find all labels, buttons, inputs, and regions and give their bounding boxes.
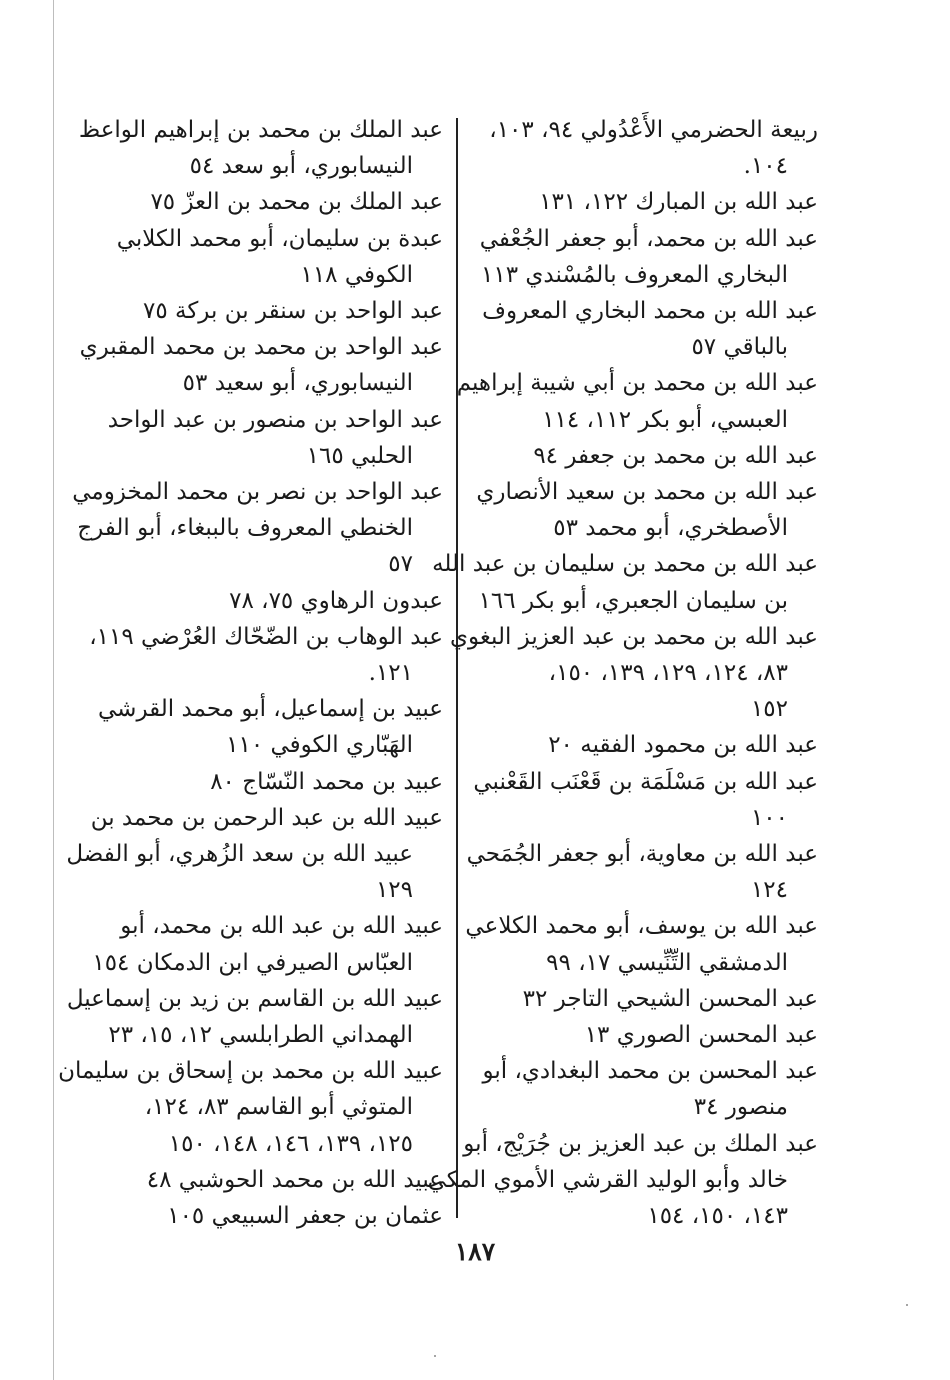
index-entry	[108, 1198, 443, 1234]
entry-continuation-line: ٨٣، ١٢٤، ١٢٩، ١٣٩، ١٥٠،	[548, 660, 788, 687]
index-entry	[473, 764, 818, 836]
entry-headword-line: عبد الله بن معاوية، أبو جعفر الجُمَحي	[466, 841, 818, 868]
entry-headword-line: عبيد الله بن عبد الله بن محمد، أبو	[120, 913, 443, 940]
index-entry	[108, 583, 443, 619]
entry-continuation-line: ١٢٤	[750, 877, 788, 904]
index-entry	[108, 1162, 443, 1198]
entry-headword-line: عبد الله بن محمد بن جعفر ٩٤	[533, 442, 818, 469]
entry-continuation-line: النيسابوري، أبو سعيد ٥٣	[182, 370, 413, 397]
entry-continuation-line: ١٠٠	[750, 804, 788, 831]
entry-headword-line: عبد الواحد بن نصر بن محمد المخزومي	[72, 479, 443, 506]
index-entry	[108, 293, 443, 329]
entry-headword-line: عبيد الله بن محمد الحوشبي ٤٨	[146, 1166, 443, 1193]
entry-continuation-line: الحلبي ١٦٥	[306, 442, 413, 469]
entry-headword-line: عبد المحسن الصوري ١٣	[584, 1022, 818, 1049]
entry-headword-line: عبيد بن إسماعيل، أبو محمد القرشي	[98, 696, 443, 723]
entry-headword-line: عثمان بن جعفر السبيعي ١٠٥	[167, 1203, 443, 1230]
entry-continuation-line: الهمداني الطرابلسي ١٢، ١٥، ٢٣	[108, 1022, 413, 1049]
entry-continuation-line: بالباقي ٥٧	[691, 334, 788, 361]
entry-continuation-line: ٥٧	[388, 551, 413, 578]
index-entry	[78, 112, 443, 184]
entry-headword-line: عبد الملك بن عبد العزيز بن جُرَيْج، أبو	[463, 1130, 818, 1157]
entry-headword-line: عبد الله بن محمد البخاري المعروف	[482, 298, 818, 325]
entry-continuation-line: ١٠٤.	[743, 153, 788, 180]
index-entry	[480, 727, 818, 763]
entry-continuation-line: الأصطخري، أبو محمد ٥٣	[553, 515, 788, 542]
entry-headword-line: عبيد بن محمد النّسّاج ٨٠	[210, 768, 443, 795]
entry-headword-line: عبد الواحد بن محمد بن محمد المقبري	[79, 334, 443, 361]
index-entry	[480, 1017, 818, 1053]
entry-continuation-line: الهَبّاري الكوفي ١١٠	[226, 732, 413, 759]
entry-headword-line: عبد المحسن بن محمد البغدادي، أبو	[482, 1058, 818, 1085]
entry-headword-line: عبد الملك بن محمد بن إبراهيم الواعظ	[78, 117, 443, 143]
index-entry	[480, 1053, 818, 1125]
index-entry	[89, 619, 443, 691]
entry-headword-line: عبدون الرهاوي ٧٥، ٧٨	[229, 587, 443, 614]
index-entry	[108, 764, 443, 800]
index-entry	[480, 981, 818, 1017]
entry-headword-line: عبد الله بن محمد بن أبي شيبة إبراهيم	[456, 370, 818, 397]
index-entry	[480, 438, 818, 474]
index-entry	[476, 474, 818, 546]
entry-continuation-line: الكوفي ١١٨	[300, 261, 413, 288]
entry-headword-line: عبد الله بن محمد بن سعيد الأنصاري	[476, 479, 818, 506]
entry-headword-line: عبد الله بن محمد بن عبد العزيز البغوي	[450, 623, 818, 650]
entry-headword-line: عبد الله بن محمد، أبو جعفر الجُعْفي	[479, 225, 818, 252]
entry-continuation-line: ١٢١.	[368, 660, 413, 687]
entry-continuation-line: خالد وأبو الوليد القرشي الأموي المكي	[427, 1166, 788, 1193]
index-entry	[465, 908, 818, 980]
page-number: ١٨٧	[454, 1237, 496, 1266]
entry-headword-line: عبيد الله بن محمد بن إسحاق بن سليمان	[58, 1058, 443, 1085]
entry-continuation-line: ١٢٩	[375, 877, 413, 904]
entry-headword-line: عبد الله بن مَسْلَمَة بن قَعْنَب القَعْنبي	[473, 768, 818, 795]
entry-continuation-line: المتوثي أبو القاسم ٨٣، ١٢٤،	[144, 1094, 413, 1121]
entry-headword-line: عبد الله بن محمود الفقيه ٢٠	[548, 732, 818, 759]
index-entry	[108, 221, 443, 293]
entry-headword-line: عبد الله بن يوسف، أبو محمد الكلاعي	[465, 913, 818, 940]
index-entry	[480, 293, 818, 365]
column-divider	[456, 118, 458, 1218]
index-entry	[79, 329, 443, 401]
index-column-left	[58, 112, 443, 1234]
entry-headword-line: عبد الوهاب بن الضّحّاك العُرْضي ١١٩،	[89, 623, 443, 650]
index-column-right	[427, 112, 818, 1234]
index-entry	[72, 474, 443, 583]
scan-speck	[906, 1304, 908, 1306]
entry-continuation-line: البخاري المعروف بالمُسْندي ١١٣	[481, 261, 788, 288]
entry-headword-line: عبد الواحد بن سنقر بن بركة ٧٥	[142, 298, 443, 325]
entry-headword-line: عبد الواحد بن منصور بن عبد الواحد	[107, 406, 443, 433]
index-entry	[480, 221, 818, 293]
index-entry	[98, 691, 443, 763]
entry-continuation-line: منصور ٣٤	[693, 1094, 788, 1121]
entry-continuation-line: الدمشقي التِّنِّيسي ١٧، ٩٩	[546, 949, 788, 976]
entry-headword-line: ربيعة الحضرمي الأَعْدُولي ٩٤، ١٠٣،	[489, 117, 818, 143]
index-entry	[427, 1126, 818, 1235]
scan-speck	[434, 1355, 436, 1357]
entry-headword-line: عبيد الله بن القاسم بن زيد بن إسماعيل	[66, 985, 443, 1012]
entry-headword-line: عبد الملك بن محمد بن العزّ ٧٥	[150, 189, 443, 216]
index-entry	[66, 800, 443, 909]
index-entry	[108, 184, 443, 220]
entry-continuation-line: العبّاس الصيرفي ابن الدمكان ١٥٤	[92, 949, 413, 976]
entry-continuation-line: ١٢٥، ١٣٩، ١٤٦، ١٤٨، ١٥٠	[168, 1130, 413, 1157]
index-entry	[480, 112, 818, 184]
index-entry	[108, 402, 443, 474]
index-entry	[432, 546, 818, 618]
entry-headword-line: عبيد الله بن عبد الرحمن بن محمد بن	[90, 804, 443, 831]
entry-continuation-line: عبيد الله بن سعد الزُهري، أبو الفضل	[66, 841, 413, 868]
index-entry	[66, 981, 443, 1053]
index-entry	[466, 836, 818, 908]
index-entry	[450, 619, 818, 728]
index-entry	[92, 908, 443, 980]
index-entry	[480, 184, 818, 220]
entry-headword-line: عبد الله بن المبارك ١٢٢، ١٣١	[539, 189, 818, 216]
page-edge-line	[53, 0, 54, 1380]
index-entry	[58, 1053, 443, 1162]
index-entry	[456, 365, 818, 437]
entry-headword-line: عبد الله بن محمد بن سليمان بن عبد الله	[432, 551, 818, 578]
entry-continuation-line: ١٤٣، ١٥٠، ١٥٤	[647, 1203, 788, 1230]
entry-continuation-line: النيسابوري، أبو سعد ٥٤	[189, 153, 413, 180]
entry-headword-line: عبدة بن سليمان، أبو محمد الكلابي	[116, 225, 443, 252]
entry-headword-line: عبد المحسن الشيحي التاجر ٣٢	[522, 985, 818, 1012]
entry-continuation-line: الخنطي المعروف بالببغاء، أبو الفرج	[77, 515, 413, 542]
entry-continuation-line: بن سليمان الجعبري، أبو بكر ١٦٦	[478, 587, 788, 614]
entry-continuation-line: ١٥٢	[750, 696, 788, 723]
entry-continuation-line: العبسي، أبو بكر ١١٢، ١١٤	[542, 406, 788, 433]
